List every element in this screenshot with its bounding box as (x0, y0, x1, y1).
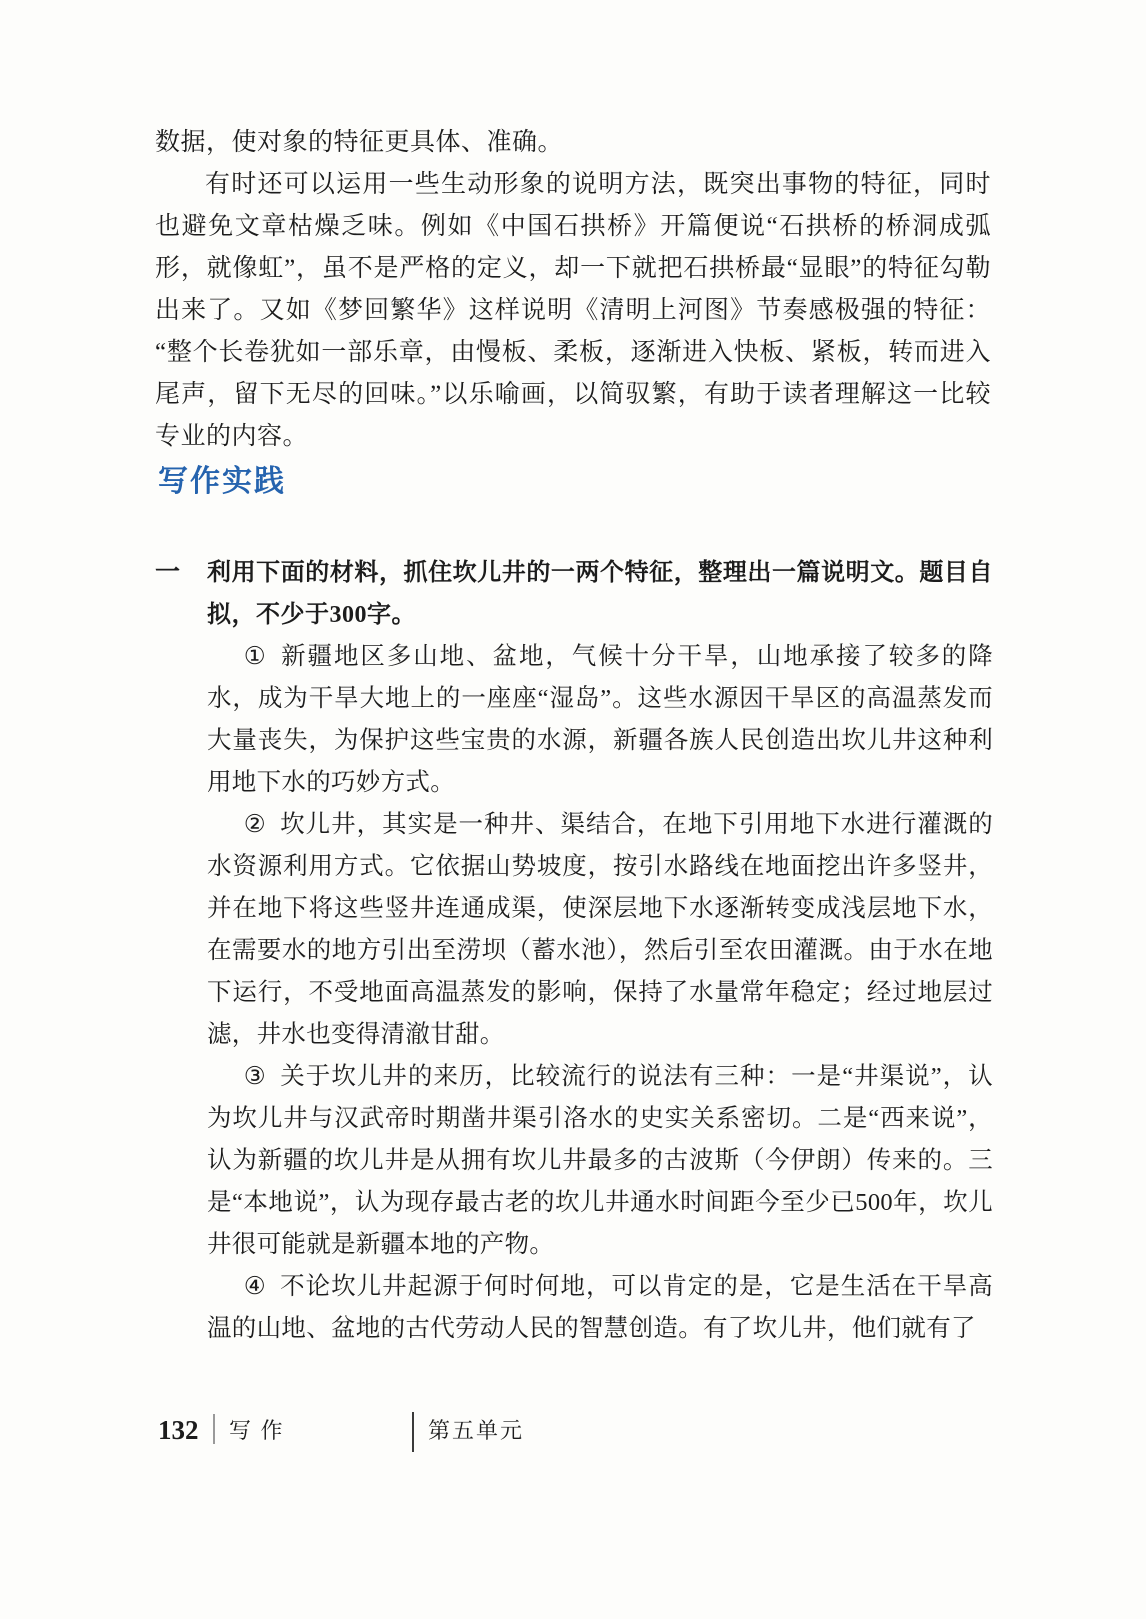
material-marker-4: ④ (243, 1273, 267, 1300)
exercise-prompt: 利用下面的材料，抓住坎儿井的一两个特征，整理出一篇说明文。题目自拟，不少于300字。 (207, 560, 993, 628)
exercise-one (155, 552, 993, 1350)
footer-section-label: 写 作 (229, 1418, 285, 1443)
material-text-3: 关于坎儿井的来历，比较流行的说法有三种：一是“井渠说”，认为坎儿井与汉武帝时期凿井渠引洛水的史实关系密切。二是“西来说”，认为新疆的坎儿井是从拥有坎儿井最多的古波斯（今伊朗）传来的。三是“本地说”，认为现存最古老的坎儿井通水时间距今至少已500年，坎儿井很可能就是新疆本地的产物。 (207, 1063, 993, 1258)
intro-paragraph-2: 有时还可以运用一些生动形象的说明方法，既突出事物的特征，同时也避免文章枯燥乏味。例如《中国石拱桥》开篇便说“石拱桥的桥洞成弧形，就像虹”，虽不是严格的定义，却一下就把石拱桥最“显眼”的特征勾勒出来了。又如《梦回繁华》这样说明《清明上河图》节奏感极强的特征：“整个长卷犹如一部乐章，由慢板、柔板，逐渐进入快板、紧板，转而进入尾声，留下无尽的回味。”以乐喻画，以简驭繁，有助于读者理解这一比较专业的内容。 (155, 171, 991, 450)
material-text-4: 不论坎儿井起源于何时何地，可以肯定的是，它是生活在干旱高温的山地、盆地的古代劳动人民的智慧创造。有了坎儿井，他们就有了 (207, 1273, 993, 1342)
material-item-4 (207, 1266, 993, 1350)
footer-divider-light (213, 1414, 215, 1444)
material-item-1 (207, 636, 993, 804)
exercise-number: 一 (155, 559, 181, 586)
material-item-3 (207, 1056, 993, 1266)
page-number: 132 (158, 1415, 199, 1445)
exercise-body (207, 552, 993, 1350)
section-heading-writing-practice: 写作实践 (158, 465, 286, 498)
materials-list (207, 636, 993, 1350)
material-item-2 (207, 804, 993, 1056)
footer-divider-dark (412, 1412, 414, 1452)
page-footer (155, 1412, 991, 1456)
material-marker-3: ③ (243, 1063, 267, 1090)
material-marker-2: ② (243, 811, 267, 838)
intro-paragraphs (155, 122, 991, 458)
material-text-2: 坎儿井，其实是一种井、渠结合，在地下引用地下水进行灌溉的水资源利用方式。它依据山势坡度，按引水路线在地面挖出许多竖井，并在地下将这些竖井连通成渠，使深层地下水逐渐转变成浅层地下水，在需要水的地方引出至涝坝（蓄水池），然后引至农田灌溉。由于水在地下运行，不受地面高温蒸发的影响，保持了水量常年稳定；经过地层过滤，井水也变得清澈甘甜。 (207, 811, 993, 1048)
material-text-1: 新疆地区多山地、盆地，气候十分干旱，山地承接了较多的降水，成为干旱大地上的一座座“湿岛”。这些水源因干旱区的高温蒸发而大量丧失，为保护这些宝贵的水源，新疆各族人民创造出坎儿井这种利用地下水的巧妙方式。 (207, 643, 993, 796)
footer-unit-label: 第五单元 (428, 1418, 525, 1443)
material-marker-1: ① (243, 643, 268, 670)
intro-paragraph-1: 数据，使对象的特征更具体、准确。 (155, 129, 564, 156)
